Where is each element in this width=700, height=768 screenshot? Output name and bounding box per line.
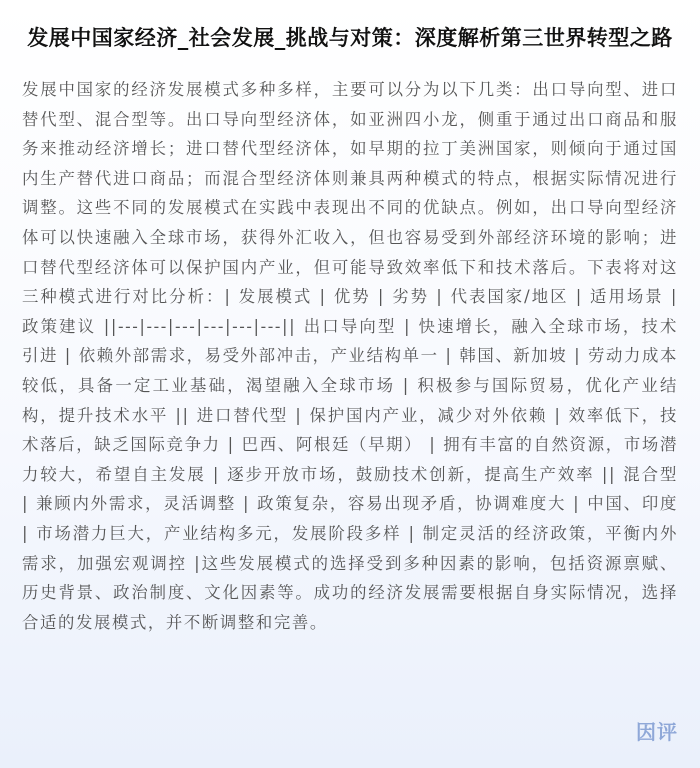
article-body: 发展中国家的经济发展模式多种多样，主要可以分为以下几类：出口导向型、进口替代型、混合型等。出口导向型经济体，如亚洲四小龙，侧重于通过出口商品和服务来推动经济增长；进口替代型经济体，如早期的拉丁美洲国家，则倾向于通过国内生产替代进口商品；而混合型经济体则兼具两种模式的特点，根据实际情况进行调整。这些不同的发展模式在实践中表现出不同的优缺点。例如，出口导向型经济体可以快速融入全球市场，获得外汇收入，但也容易受到外部经济环境的影响；进口替代型经济体可以保护国内产业，但可能导致效率低下和技术落后。下表将对这三种模式进行对比分析：| 发展模式 | 优势 | 劣势 | 代表国家/地区 | 适用场景 | 政策建议 ||---|---|---|---|---|---|| 出口导向型 | 快速增长，融入全球市场，技术引进 | 依赖外部需求，易受外部冲击，产业结构单一 | 韩国、新加坡 | 劳动力成本较低，具备一定工业基础，渴望融入全球市场 | 积极参与国际贸易，优化产业结构，提升技术水平 || 进口替代型 | 保护国内产业，减少对外依赖 | 效率低下，技术落后，缺乏国际竞争力 | 巴西、阿根廷（早期） | 拥有丰富的自然资源，市场潜力较大，希望自主发展 | 逐步开放市场，鼓励技术创新，提高生产效率 || 混合型 | 兼顾内外需求，灵活调整 | 政策复杂，容易出现矛盾，协调难度大 | 中国、印度 | 市场潜力巨大，产业结构多元，发展阶段多样 | 制定灵活的经济政策，平衡内外需求，加强宏观调控 |这些发展模式的选择受到多种因素的影响，包括资源禀赋、历史背景、政治制度、文化因素等。成功的经济发展需要根据自身实际情况，选择合适的发展模式，并不断调整和完善。 [22, 80, 678, 632]
watermark-logo: 因评 [636, 720, 678, 744]
article-title: 发展中国家经济_社会发展_挑战与对策：深度解析第三世界转型之路 [27, 26, 673, 50]
